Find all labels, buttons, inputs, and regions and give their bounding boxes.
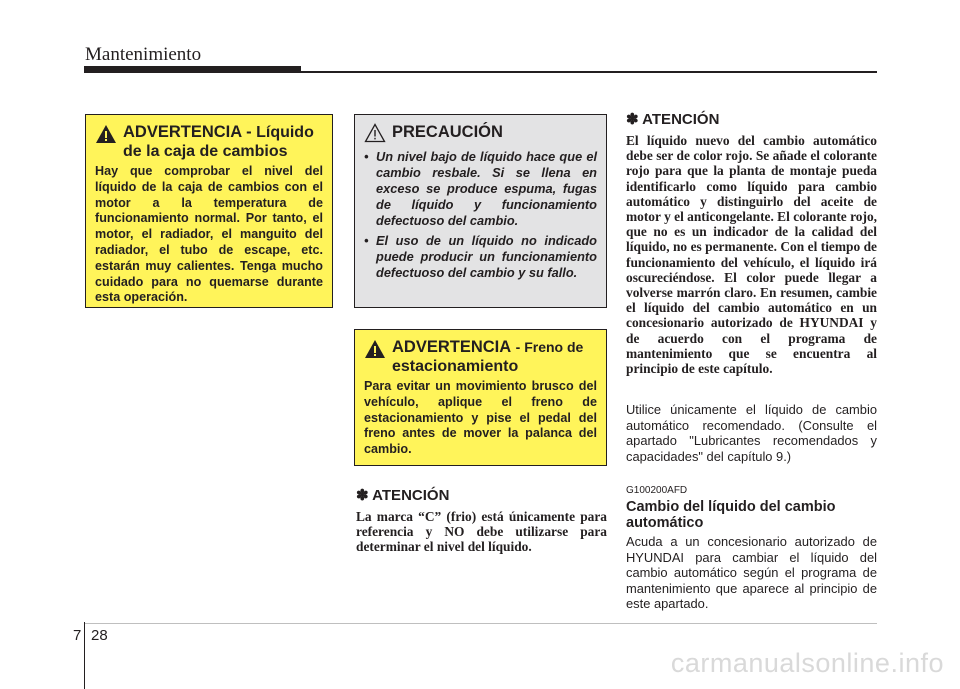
warning-subtitle: - Freno de	[515, 339, 584, 355]
warning-title	[392, 338, 583, 376]
warning-label: ADVERTENCIA	[392, 338, 512, 356]
caution-box	[354, 114, 607, 308]
warning-body: Para evitar un movimiento brusco del vehículo, aplique el freno de estacionamiento y pise el pedal del freno antes de mover la palanca del cambio.	[364, 379, 597, 457]
header-rule-thin	[301, 71, 877, 73]
warning-subtitle: Líquido	[256, 124, 314, 141]
caution-item: • Un nivel bajo de líquido hace que el cambio resbale. Si se llena en exceso se produce espuma, fugas de líquido y funcionamiento defectuoso del cambio.	[364, 149, 597, 229]
caution-item: • El uso de un líquido no indicado puede producir un funcionamiento defectuoso del cambio y su fallo.	[364, 233, 597, 281]
warning-label: ADVERTENCIA -	[123, 123, 252, 141]
header-title: Mantenimiento	[85, 44, 202, 65]
caution-triangle-icon	[364, 123, 386, 143]
caution-list	[364, 149, 597, 281]
attention-fluid-title: ✽ ATENCIÓN	[626, 111, 720, 128]
page-divider	[84, 622, 85, 689]
section-heading: Cambio del líquido del cambio automático	[626, 499, 836, 531]
warning-body: Hay que comprobar el nivel del líquido de la caja de cambios con el motor a la temperatura de funcionamiento normal. Por tanto, el motor, el radiador, el manguito del radiador, el tubo de escape, etc. estarán muy calientes. Tenga mucho cuidado para no quemarse durante esta operación.	[95, 164, 323, 305]
warning-title	[123, 123, 314, 161]
warning-subtitle-2: de la caja de cambios	[123, 143, 288, 160]
section-code: G100200AFD	[626, 485, 688, 496]
section-body: Acuda a un concesionario autorizado de HYUNDAI para cambiar el líquido del cambio automático según el programa de mantenimiento que aparece al principio de este apartado.	[626, 534, 877, 611]
attention-mark-body: La marca “C” (frio) está únicamente para referencia y NO debe utilizarse para determinar el nivel del líquido.	[356, 509, 607, 555]
warning-subtitle-2: estacionamiento	[392, 358, 519, 375]
warning-box-parking-brake	[354, 329, 607, 466]
attention-mark-title: ✽ ATENCIÓN	[356, 487, 450, 504]
footer-line	[84, 623, 877, 624]
warning-box-transmission-fluid	[85, 114, 333, 308]
caution-title: PRECAUCIÓN	[392, 123, 503, 141]
attention-fluid-recommendation: Utilice únicamente el líquido de cambio automático recomendado. (Consulte el apartado "Lubricantes recomendados y capacidades" del capítulo 9.)	[626, 402, 877, 464]
chapter-number: 7	[73, 627, 82, 644]
header-rule-thick	[84, 66, 301, 73]
attention-fluid-body: El líquido nuevo del cambio automático debe ser de color rojo. Se añade el colorante rojo para que la planta de montaje pueda identificarlo como líquido para cambio automático y distinguirlo del aceite de motor y el anticongelante. El colorante rojo, que no es un indicador de la calidad del líquido, no es permanente. Con el tiempo de funcionamiento del vehículo, el líquido irá oscureciéndose. El color puede llegar a volverse marrón claro. En resumen, cambie el líquido del cambio automático en un concesionario autorizado de HYUNDAI y de acuerdo con el programa de mantenimiento que se encuentra al principio de este capítulo.	[626, 133, 877, 377]
warning-triangle-icon	[95, 124, 117, 144]
watermark: carmanualsonline.info	[670, 648, 944, 678]
page-number: 28	[91, 627, 108, 644]
warning-triangle-icon	[364, 339, 386, 359]
